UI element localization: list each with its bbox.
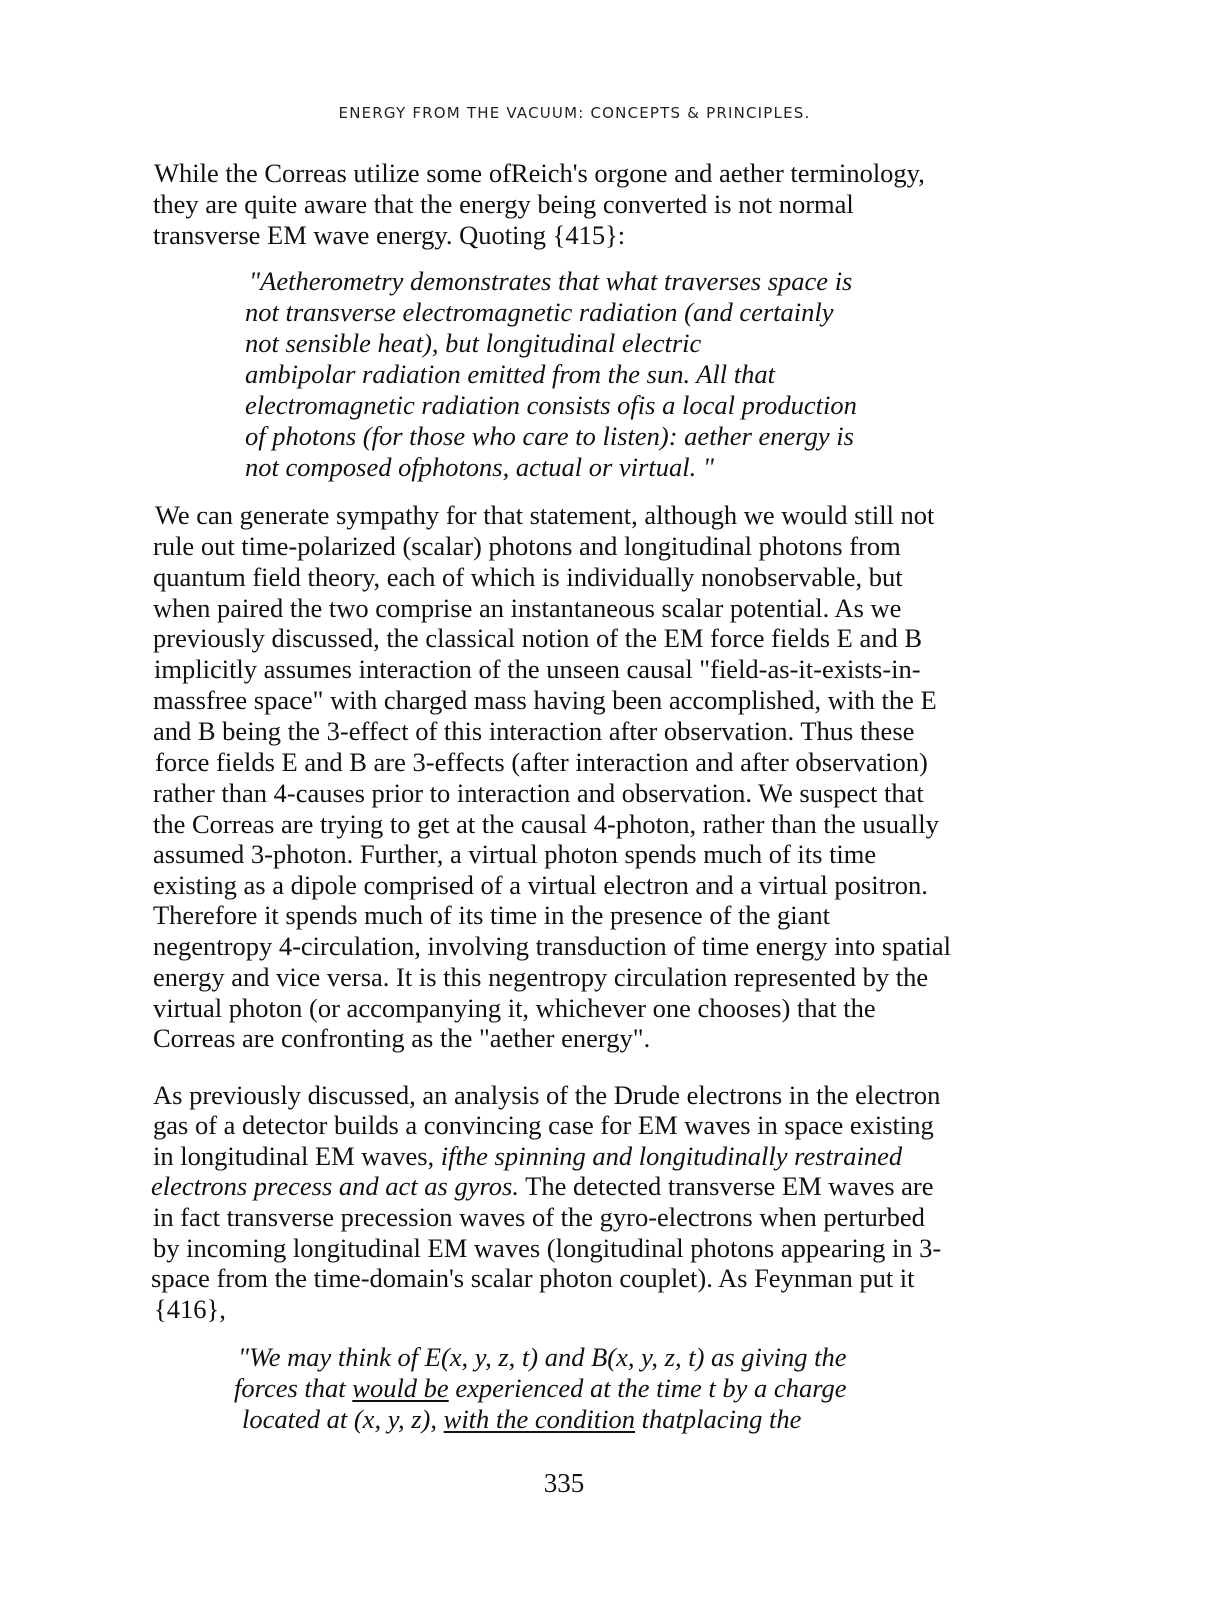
text-segment: located at (x, y, z),: [242, 1404, 444, 1434]
quote-line: not composed ofphotons, actual or virtual. ": [245, 452, 714, 482]
text-line: [153, 1141, 902, 1172]
text-line: force fields E and B are 3-effects (after interaction and after observation): [155, 747, 928, 777]
emphasis-text: ifthe spinning and longitudinally restrained: [440, 1141, 903, 1171]
text-line: massfree space" with charged mass having been accomplished, with the E: [153, 685, 937, 715]
text-line: space from the time-domain's scalar photon couplet). As Feynman put it: [151, 1263, 915, 1293]
text-line: While the Correas utilize some ofReich's orgone and aether terminology,: [154, 158, 925, 188]
text-segment: in longitudinal EM waves,: [153, 1141, 441, 1171]
underlined-text: with the condition: [443, 1404, 636, 1434]
text-line: and B being the 3-effect of this interaction after observation. Thus these: [153, 716, 915, 746]
text-line: the Correas are trying to get at the causal 4-photon, rather than the usually: [153, 809, 939, 839]
quote-line: not transverse electromagnetic radiation (and certainly: [245, 297, 834, 327]
text-segment: The detected transverse EM waves are: [519, 1171, 934, 1201]
quote-line: not sensible heat), but longitudinal electric: [245, 328, 702, 358]
quote-line: electromagnetic radiation consists ofis a local production: [245, 390, 857, 420]
text-line: in fact transverse precession waves of the gyro-electrons when perturbed: [153, 1202, 925, 1232]
text-line: energy and vice versa. It is this negentropy circulation represented by the: [153, 962, 929, 992]
text-line: rather than 4-causes prior to interaction and observation. We suspect that: [153, 778, 924, 808]
text-line: implicitly assumes interaction of the unseen causal "field-as-it-exists-in-: [154, 654, 921, 684]
text-line: Correas are confronting as the "aether energy".: [153, 1023, 651, 1053]
emphasis-text: electrons precess and act as gyros.: [151, 1171, 519, 1201]
quote-line: ambipolar radiation emitted from the sun. All that: [245, 359, 775, 389]
text-line: previously discussed, the classical notion of the EM force fields E and B: [153, 623, 923, 653]
text-line: rule out time-polarized (scalar) photons and longitudinal photons from: [153, 531, 901, 561]
text-line: negentropy 4-circulation, involving transduction of time energy into spatial: [153, 931, 952, 961]
quote-line: "We may think of E(x, y, z, t) and B(x, y, z, t) as giving the: [238, 1342, 847, 1372]
text-line: [151, 1171, 934, 1202]
text-line: gas of a detector builds a convincing case for EM waves in space existing: [153, 1110, 934, 1140]
text-line: existing as a dipole comprised of a virtual electron and a virtual positron.: [153, 870, 928, 900]
text-line: when paired the two comprise an instantaneous scalar potential. As we: [153, 593, 902, 623]
text-line: quantum field theory, each of which is individually nonobservable, but: [153, 562, 903, 592]
underlined-text: would be: [352, 1373, 449, 1403]
text-segment: experienced at the time t by a charge: [448, 1373, 847, 1403]
text-line: Therefore it spends much of its time in the presence of the giant: [153, 900, 831, 930]
text-line: transverse EM wave energy. Quoting {415}:: [153, 220, 626, 250]
text-segment: thatplacing the: [635, 1404, 802, 1434]
text-line: We can generate sympathy for that statement, although we would still not: [155, 500, 935, 530]
text-line: they are quite aware that the energy being converted is not normal: [153, 189, 854, 219]
quote-line: [242, 1404, 801, 1435]
quote-line: of photons (for those who care to listen): aether energy is: [245, 421, 854, 451]
text-line: assumed 3-photon. Further, a virtual photon spends much of its time: [153, 839, 877, 869]
text-line: by incoming longitudinal EM waves (longitudinal photons appearing in 3-: [153, 1233, 942, 1263]
text-line: virtual photon (or accompanying it, whichever one chooses) that the: [153, 993, 876, 1023]
running-header: ENERGY FROM THE VACUUM: CONCEPTS & PRINCIPLES.: [338, 104, 811, 122]
text-line: {416},: [154, 1294, 226, 1324]
text-segment: forces that: [234, 1373, 353, 1403]
quote-line: "Aetherometry demonstrates that what traverses space is: [249, 266, 853, 296]
text-line: As previously discussed, an analysis of the Drude electrons in the electron: [153, 1080, 941, 1110]
quote-line: [234, 1373, 847, 1404]
page-number: 335: [543, 1468, 585, 1498]
